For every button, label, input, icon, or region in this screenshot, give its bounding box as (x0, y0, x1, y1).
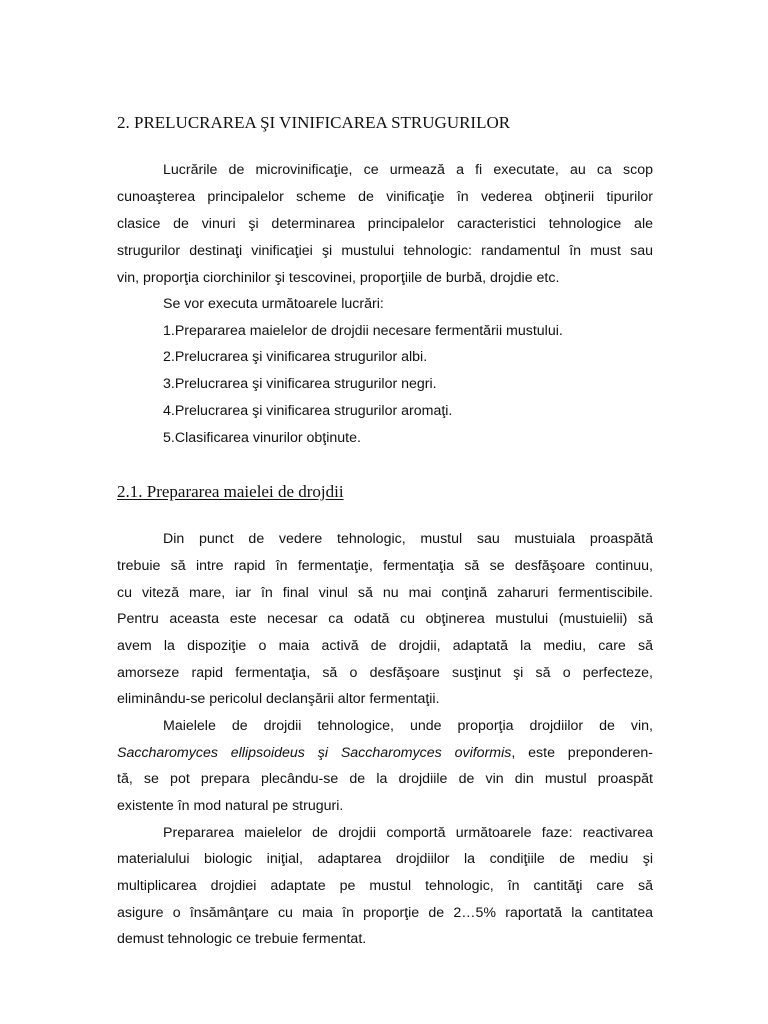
paragraph-line: materialului biologic iniţial, adaptarea drojdiilor la condiţiile de mediu şi (117, 851, 653, 867)
task-item: 3.Prelucrarea şi vinificarea strugurilor negri. (163, 376, 437, 392)
species-names: Saccharomyces ellipsoideus şi Saccharomyces oviformis (117, 745, 512, 761)
intro-line: cunoaşterea principalelor scheme de vinificaţie în vederea obţinerii tipurilor (117, 189, 653, 205)
tasks-lead: Se vor executa următoarele lucrări: (163, 296, 384, 312)
intro-line: clasice de vinuri şi determinarea principalelor caracteristici tehnologice ale (117, 216, 653, 232)
task-item: 4.Prelucrarea şi vinificarea strugurilor aromaţi. (163, 403, 453, 419)
intro-line: strugurilor destinaţi vinificaţiei şi mustului tehnologic: randamentul în must sau (117, 243, 653, 259)
paragraph-line: eliminându-se pericolul declanşării altor fermentaţii. (117, 691, 440, 707)
task-item: 2.Prelucrarea şi vinificarea strugurilor albi. (163, 349, 428, 365)
paragraph-line: cu viteză mare, iar în final vinul să nu mai conţină zaharuri fermentiscibile. (117, 585, 653, 601)
paragraph-line: trebuie să intre rapid în fermentaţie, fermentaţia să se desfăşoare continuu, (117, 558, 653, 574)
paragraph-line (117, 744, 653, 762)
paragraph-line: asigure o însămânţare cu maia în proporţie de 2…5% raportată la cantitatea (117, 905, 653, 921)
paragraph-line: Din punct de vedere tehnologic, mustul sau mustuiala proaspătă (163, 531, 653, 547)
intro-line: vin, proporţia ciorchinilor şi tescovinei, proporţiile de burbă, drojdie etc. (117, 270, 560, 286)
paragraph-line: demust tehnologic ce trebuie fermentat. (117, 931, 367, 947)
intro-line: Lucrările de microvinificaţie, ce urmează a fi executate, au ca scop (163, 162, 653, 178)
paragraph-line: Prepararea maielelor de drojdii comportă următoarele faze: reactivarea (163, 825, 653, 841)
paragraph-line: Maielele de drojdii tehnologice, unde proporţia drojdiilor de vin, (163, 718, 653, 734)
paragraph-line: avem la dispoziţie o maia activă de drojdii, adaptată la mediu, care să (117, 638, 653, 654)
subsection-heading: 2.1. Prepararea maielei de drojdii (117, 482, 344, 501)
paragraph-line: multiplicarea drojdiei adaptate pe mustul tehnologic, în cantităţi care să (117, 878, 653, 894)
task-item: 5.Clasificarea vinurilor obţinute. (163, 430, 361, 446)
section-heading: 2. PRELUCRAREA ŞI VINIFICAREA STRUGURILOR (117, 113, 511, 132)
paragraph-line-tail: , este preponderen- (511, 745, 653, 761)
paragraph-line: Pentru aceasta este necesar ca odată cu obţinerea mustului (mustuielii) să (117, 611, 653, 627)
paragraph-line: amorseze rapid fermentaţia, să o desfăşoare susţinut şi să o perfecteze, (117, 665, 653, 681)
task-item: 1.Prepararea maielelor de drojdii necesare fermentării mustului. (163, 323, 563, 339)
paragraph-line: existente în mod natural pe struguri. (117, 798, 344, 814)
paragraph-line: tă, se pot prepara plecându-se de la drojdiile de vin din mustul proaspăt (117, 771, 653, 787)
